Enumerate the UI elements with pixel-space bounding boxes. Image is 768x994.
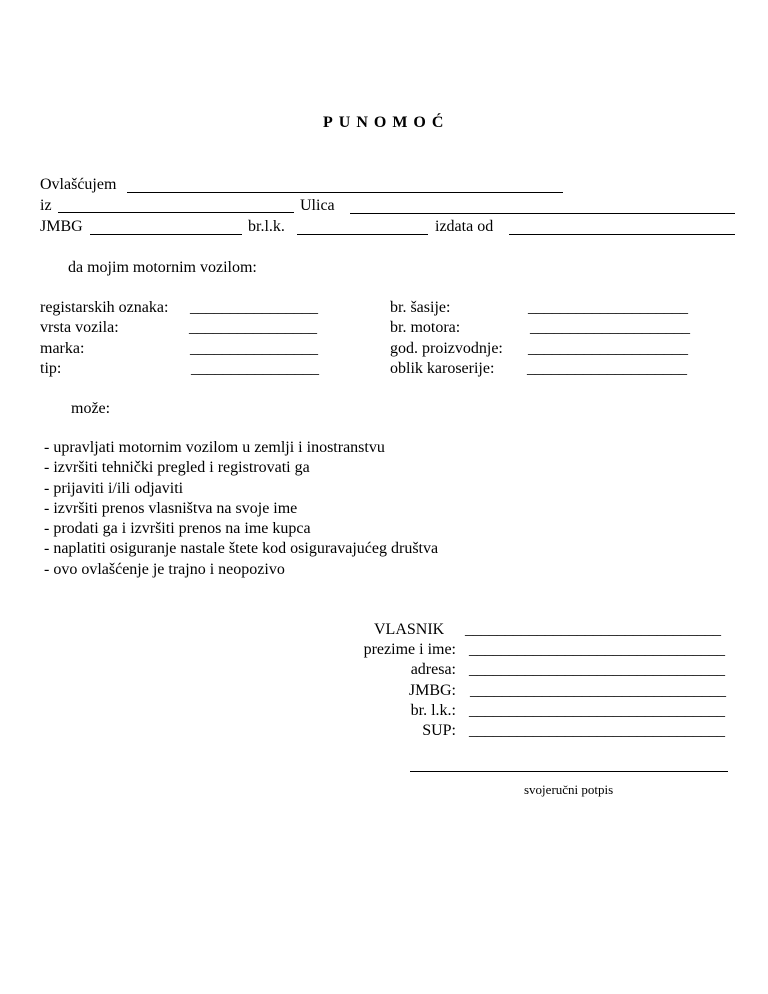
list-item: - ovo ovlašćenje je trajno i neopozivo — [44, 561, 285, 578]
owner-sup-field[interactable]: ________________________________ — [469, 722, 725, 739]
issued-by-line[interactable] — [509, 234, 735, 235]
production-year-field[interactable]: ____________________ — [528, 340, 688, 357]
list-item: - prijaviti i/ili odjaviti — [44, 480, 184, 497]
owner-id-card-label: br. l.k.: — [410, 702, 456, 719]
list-item: - naplatiti osiguranje nastale štete kod osiguravajućeg društva — [44, 540, 439, 557]
chassis-label: br. šasije: — [390, 299, 451, 316]
vehicle-type-field[interactable]: ________________ — [189, 319, 317, 336]
owner-name-label: prezime i ime: — [363, 641, 456, 658]
jmbg-line[interactable] — [90, 234, 242, 235]
owner-address-field[interactable]: ________________________________ — [469, 661, 725, 678]
owner-id-card-field[interactable]: ________________________________ — [469, 702, 725, 719]
from-place-line[interactable] — [58, 212, 294, 213]
list-item: - izvršiti prenos vlasništva na svoje ime — [44, 500, 298, 517]
make-field[interactable]: ________________ — [190, 340, 318, 357]
model-label: tip: — [40, 360, 62, 377]
id-card-line[interactable] — [297, 234, 428, 235]
principal-name-line[interactable] — [127, 192, 563, 193]
list-item: - upravljati motornim vozilom u zemlji i inostranstvu — [44, 439, 385, 456]
vehicle-type-label: vrsta vozila: — [40, 319, 119, 336]
registration-field[interactable]: ________________ — [190, 299, 318, 316]
make-label: marka: — [40, 340, 85, 357]
owner-jmbg-label: JMBG: — [408, 682, 456, 699]
street-line[interactable] — [350, 213, 735, 214]
engine-label: br. motora: — [390, 319, 461, 336]
vehicle-intro: da mojim motornim vozilom: — [68, 259, 257, 276]
signature-caption: svojeručni potpis — [524, 782, 614, 797]
page-title: PUNOMOĆ — [323, 114, 450, 131]
id-card-label: br.l.k. — [248, 218, 285, 235]
registration-label: registarskih oznaka: — [40, 299, 169, 316]
authorize-label: Ovlašćujem — [40, 176, 117, 193]
chassis-field[interactable]: ____________________ — [528, 299, 688, 316]
owner-name-field[interactable]: ________________________________ — [469, 641, 725, 658]
owner-sup-label: SUP: — [422, 722, 456, 739]
issued-by-label: izdata od — [435, 218, 494, 235]
owner-jmbg-field[interactable]: ________________________________ — [470, 682, 726, 699]
list-item: - prodati ga i izvršiti prenos na ime kupca — [44, 520, 311, 537]
production-year-label: god. proizvodnje: — [390, 340, 503, 357]
street-label: Ulica — [300, 197, 335, 214]
model-field[interactable]: ________________ — [191, 360, 319, 377]
from-label: iz — [40, 197, 52, 214]
engine-field[interactable]: ____________________ — [530, 319, 690, 336]
may-label: može: — [71, 400, 111, 417]
body-type-label: oblik karoserije: — [390, 360, 495, 377]
list-item: - izvršiti tehnički pregled i registrovati ga — [44, 459, 310, 476]
body-type-field[interactable]: ____________________ — [527, 360, 687, 377]
jmbg-label: JMBG — [40, 218, 83, 235]
owner-heading-field[interactable]: ________________________________ — [465, 621, 721, 638]
owner-address-label: adresa: — [410, 661, 456, 678]
owner-heading: VLASNIK — [374, 621, 445, 638]
signature-line[interactable] — [410, 771, 728, 772]
